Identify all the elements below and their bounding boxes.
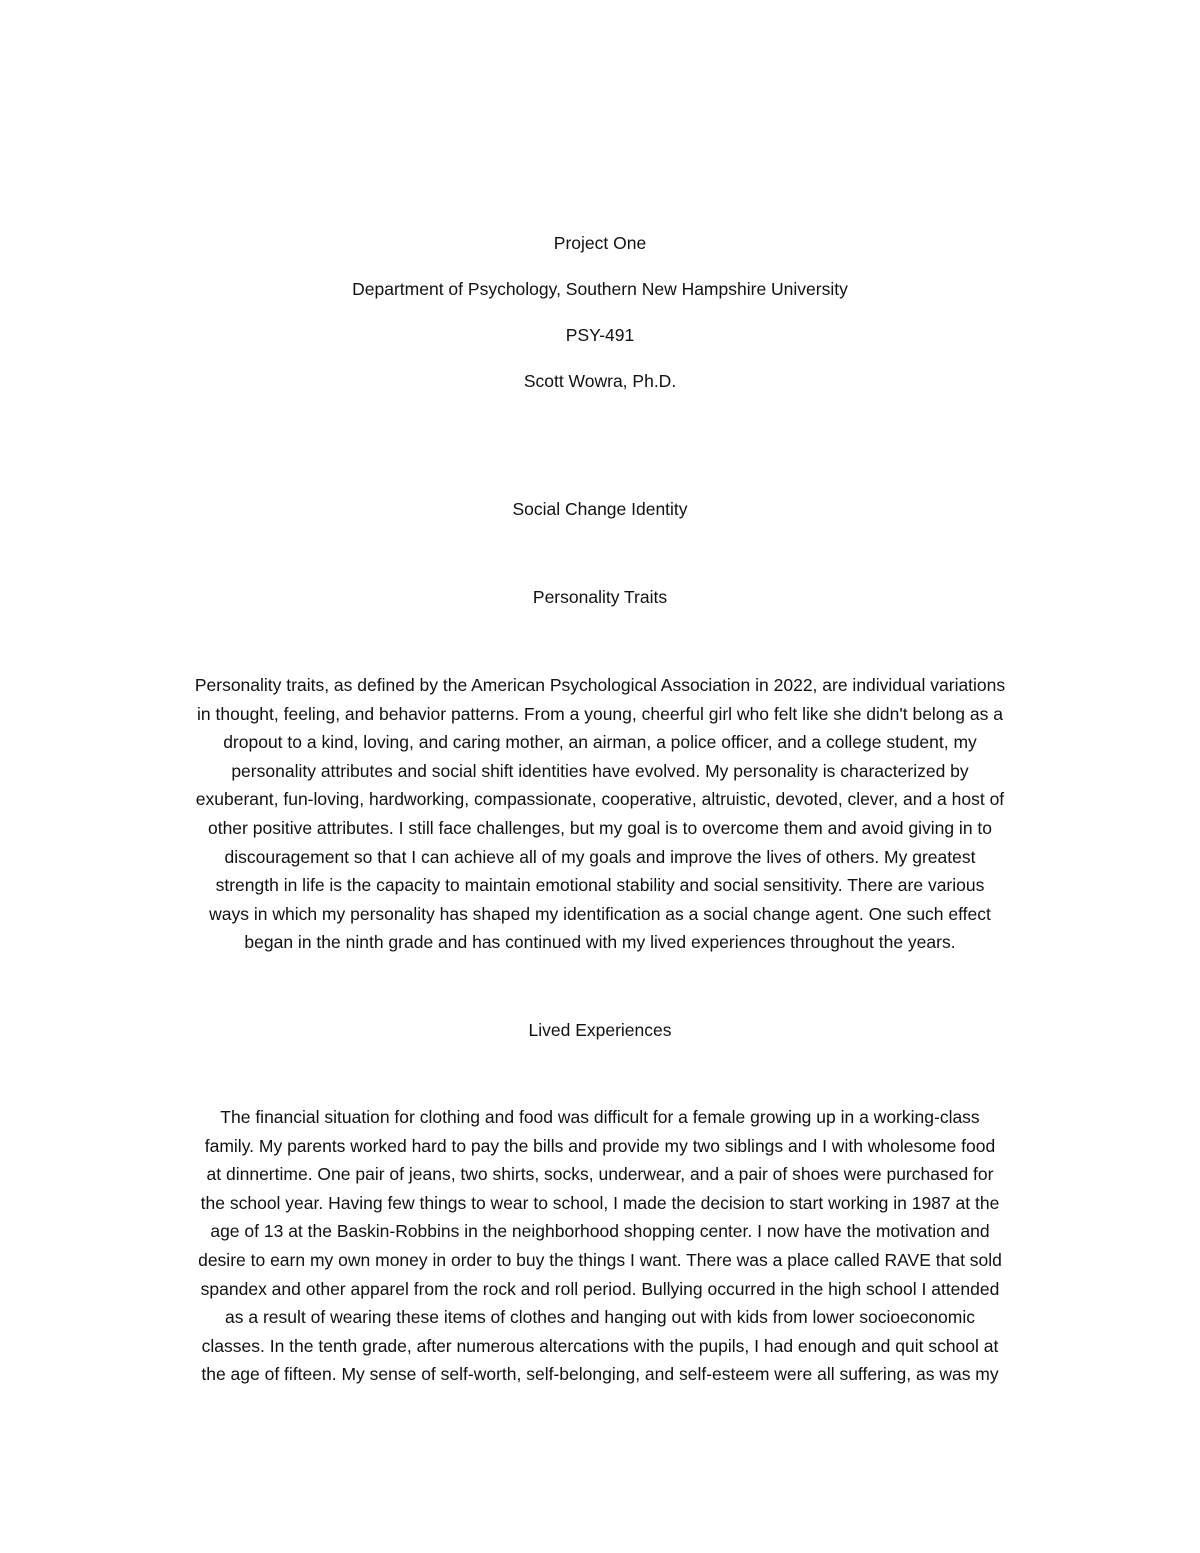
paragraph-line: the age of fifteen. My sense of self-worth, self-belonging, and self-esteem were all suffering, as was my (201, 1364, 999, 1385)
paragraph-personality-traits (138, 671, 1062, 957)
paragraph-line: dropout to a kind, loving, and caring mother, an airman, a police officer, and a college student, my (223, 732, 977, 753)
paragraph-line: as a result of wearing these items of clothes and hanging out with kids from lower socioeconomic (225, 1307, 975, 1328)
paragraph-line: exuberant, fun-loving, hardworking, compassionate, cooperative, altruistic, devoted, clever, and a host of (195, 789, 1005, 810)
paragraph-line: ways in which my personality has shaped my identification as a social change agent. One such effect (209, 903, 991, 924)
paragraph-line: age of 13 at the Baskin-Robbins in the neighborhood shopping center. I now have the motivation and (210, 1221, 990, 1242)
paragraph-line: spandex and other apparel from the rock and roll period. Bullying occurred in the high school I attended (200, 1278, 1000, 1299)
course-code: PSY-491 (565, 325, 635, 345)
paragraph-line: the school year. Having few things to wear to school, I made the decision to start working in 1987 at the (200, 1192, 1000, 1213)
paragraph-line: Personality traits, as defined by the American Psychological Association in 2022, are individual variations (194, 675, 1006, 695)
paragraph-line: strength in life is the capacity to maintain emotional stability and social sensitivity. There are various (215, 875, 985, 896)
paragraph-line: at dinnertime. One pair of jeans, two shirts, socks, underwear, and a pair of shoes were purchased for (206, 1164, 994, 1185)
essay-title: Social Change Identity (512, 499, 688, 519)
department-line: Department of Psychology, Southern New Hampshire University (352, 279, 848, 299)
paper-title: Project One (553, 233, 647, 253)
title-block (0, 228, 1200, 412)
paragraph-line: personality attributes and social shift identities have evolved. My personality is characterized by (231, 760, 969, 781)
paragraph-line: discouragement so that I can achieve all of my goals and improve the lives of others. My greatest (224, 846, 976, 867)
paragraph-line: in thought, feeling, and behavior patterns. From a young, cheerful girl who felt like she didn't belong as a (197, 703, 1003, 724)
section-heading-personality-traits: Personality Traits (532, 587, 668, 607)
paragraph-line: desire to earn my own money in order to buy the things I want. There was a place called RAVE that sold (198, 1249, 1002, 1270)
paragraph-line: classes. In the tenth grade, after numerous altercations with the pupils, I had enough and quit school at (201, 1335, 999, 1356)
paragraph-line: The financial situation for clothing and food was difficult for a female growing up in a working-class (220, 1107, 980, 1127)
instructor-name: Scott Wowra, Ph.D. (523, 371, 677, 391)
paragraph-line: began in the ninth grade and has continued with my lived experiences throughout the years. (244, 932, 956, 953)
paragraph-line: family. My parents worked hard to pay the bills and provide my two siblings and I with wholesome food (204, 1135, 996, 1156)
paragraph-line: other positive attributes. I still face challenges, but my goal is to overcome them and avoid giving in to (207, 817, 993, 838)
paragraph-lived-experiences (138, 1103, 1062, 1389)
section-heading-lived-experiences: Lived Experiences (528, 1020, 672, 1040)
